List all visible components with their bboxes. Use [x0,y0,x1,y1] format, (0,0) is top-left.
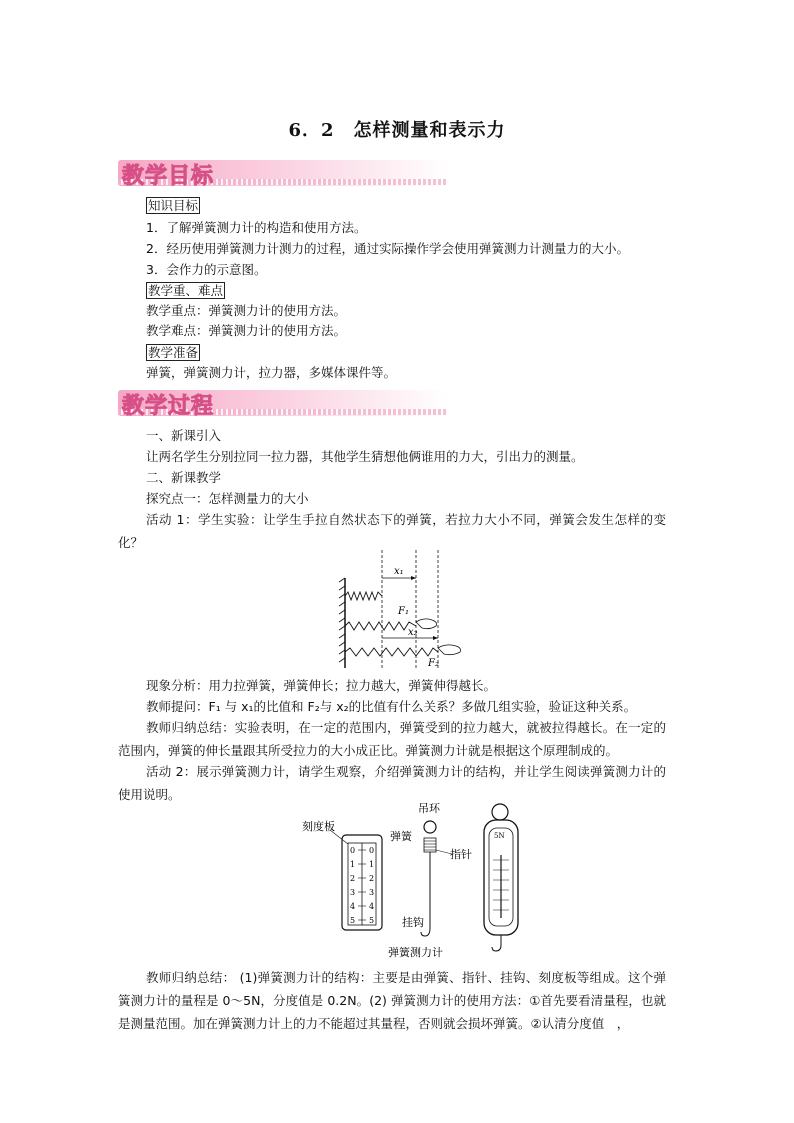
prep-label: 教学准备 [148,345,199,360]
x1-label: x₁ [394,566,404,577]
keypoint-text: 教学重点：弹簧测力计的使用方法。 [146,303,347,318]
question-text: 教师提问：F₁ 与 x₁的比值和 F₂与 x₂的比值有什么关系？多做几组实验，验证这种关系。 [146,699,637,714]
scale-tick: 0 [369,846,375,855]
difficulty-text: 教学难点：弹簧测力计的使用方法。 [146,323,347,338]
banner-text: 教学目标 [122,164,215,189]
scale-tick: 1 [350,860,356,869]
scale-tick: 2 [369,874,375,883]
scale-tick: 1 [369,860,375,869]
f1-label: F₁ [398,606,409,617]
hook-label: 挂钩 [402,916,424,929]
banner-text: 教学过程 [122,394,215,419]
section-banner-goals [118,160,448,188]
scale-tick: 3 [369,888,375,897]
knowledge-goal-label: 知识目标 [148,198,199,213]
scale-tick: 0 [350,846,356,855]
figure-caption: 弹簧测力计 [388,946,443,959]
ring-label: 吊环 [418,802,440,815]
spring-balance-figure [300,800,540,960]
spring-stretch-figure [330,548,470,672]
goal-item: 2．经历使用弹簧测力计测力的过程，通过实际操作学会使用弹簧测力计测量力的大小。 [146,241,629,256]
analysis-text: 现象分析：用力拉弹簧，弹簧伸长；拉力越大，弹簧伸得越长。 [146,678,497,693]
intro-heading: 一、新课引入 [146,428,222,443]
scale-tick: 5 [369,916,375,925]
goal-item: 3．会作力的示意图。 [146,262,267,277]
f2-label: F₂ [428,658,439,669]
spring-label: 弹簧 [390,830,412,843]
summary2-text: 教师归纳总结： (1)弹簧测力计的结构：主要是由弹簧、指针、挂钩、刻度板等组成。这个弹簧测力计的量程是 0～5N，分度值是 0.2N。(2) 弹簧测力计的使用方法：①首先要看清量程，也就是测量范围。加在弹簧测力计上的力不能超过其量程，否则就会损坏弹簧。②认清分度值 ， [118,970,666,1031]
explore-heading: 探究点一：怎样测量力的大小 [146,491,309,506]
scale-tick: 2 [350,874,356,883]
activity1-text: 活动 1：学生实验：让学生手拉自然状态下的弹簧，若拉力大小不同，弹簧会发生怎样的变化？ [118,512,666,550]
prep-text: 弹簧，弹簧测力计，拉力器，多媒体课件等。 [146,365,397,380]
keypoints-label: 教学重、难点 [148,283,224,298]
scale-plate-label: 刻度板 [302,820,335,833]
page-title: 6．2 怎样测量和表示力 [288,120,506,141]
goal-item: 1．了解弹簧测力计的构造和使用方法。 [146,220,367,235]
intro-text: 让两名学生分别拉同一拉力器，其他学生猜想他俩谁用的力大，引出力的测量。 [146,449,584,464]
section-banner-process [118,390,448,418]
unit-label: 5N [494,832,505,840]
scale-tick: 5 [350,916,356,925]
new-heading: 二、新课教学 [146,470,222,485]
scale-tick: 3 [350,888,356,897]
x2-label: x₂ [408,627,418,638]
summary1-text: 教师归纳总结：实验表明，在一定的范围内，弹簧受到的拉力越大，就被拉得越长。在一定的范围内，弹簧的伸长量跟其所受拉力的大小成正比。弹簧测力计就是根据这个原理制成的。 [118,720,666,758]
activity2-text: 活动 2：展示弹簧测力计，请学生观察，介绍弹簧测力计的结构，并让学生阅读弹簧测力计的使用说明。 [118,764,666,802]
scale-tick: 4 [369,902,375,911]
scale-tick: 4 [350,902,356,911]
pointer-label: 指针 [450,848,472,861]
